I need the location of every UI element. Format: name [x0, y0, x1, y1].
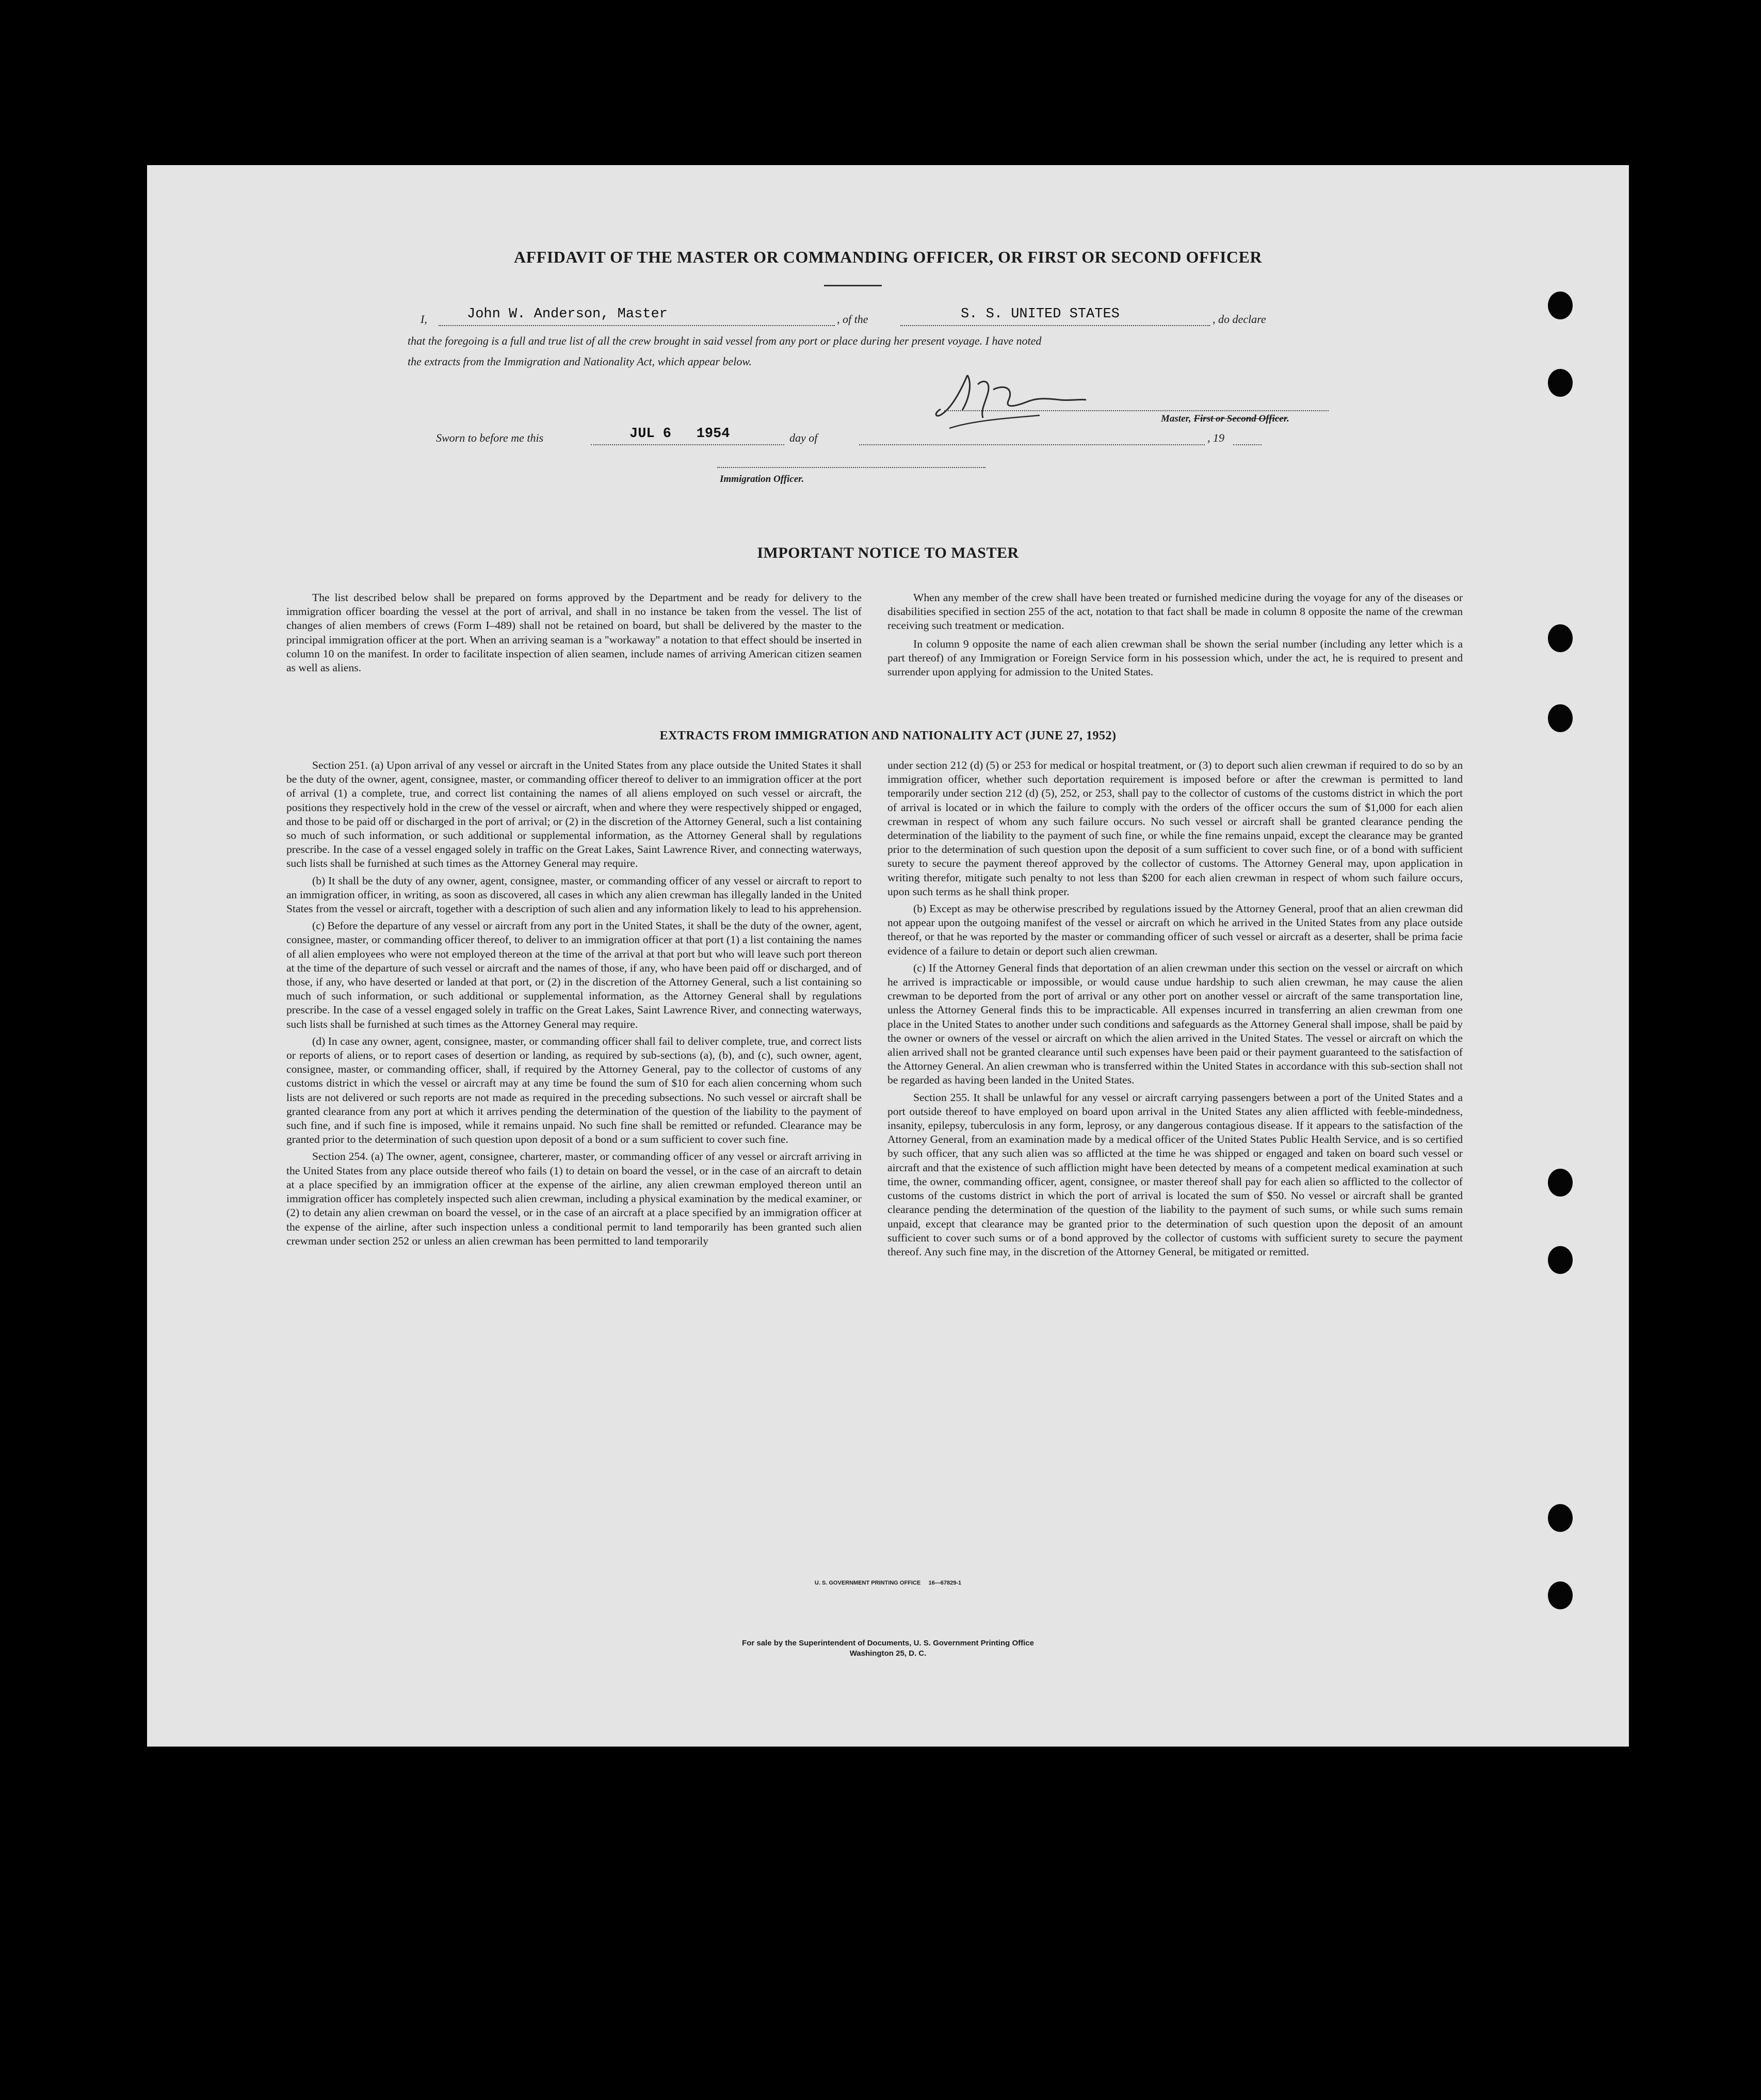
notice-right-paragraph-2: In column 9 opposite the name of each alien crewman shall be shown the serial number (including any letter which is a part thereof) of any Immigration or Foreign Service form in his possession which, under the act, he is required to present and surrender upon applying for admission to the United States. [887, 637, 1463, 679]
title-rule [824, 285, 882, 286]
section-251-c: (c) Before the departure of any vessel or aircraft from any port in the United States, it shall be the duty of the owner, agent, consignee, master, or commanding officer thereof, to deliver to an immigration officer at that port (1) a list containing the names of all alien employees who were not employed thereon at the time of the arrival at that port but who will leave such port thereon at the time of the departure of such vessel or aircraft and the names of those, if any, who have been paid off or discharged, and of those, if any, who have deserted or landed at that port, or (2) in the discretion of the Attorney General, such a list containing so much of such information, or such additional or supplemental information, as the Attorney General shall by regulations prescribe. In the case of a vessel engaged solely in traffic on the Great Lakes, Saint Lawrence River, and connecting waterways, such lists shall be furnished at such times as the Attorney General may require. [286, 919, 862, 1030]
do-declare-label: , do declare [1213, 313, 1266, 326]
section-251-d: (d) In case any owner, agent, consignee, master, or commanding officer shall fail to deliver complete, true, and correct lists or reports of aliens, or to report cases of desertion or landing, as required by sub-sections (a), (b), and (c), such owner, agent, consignee, master, or commanding officer, shall, if required by the Attorney General, pay to the collector of customs of any customs district in which the vessel or aircraft may at any time be found the sum of $10 for each alien concerning whom such lists are not delivered or such reports are not made as required in the preceding subsections. No such vessel or aircraft shall be granted clearance from any port at which it arrives pending the determination of the question of the liability to the payment of such fine, and if such fine is imposed, while it remains unpaid. No such fine shall be remitted or refunded. Clearance may be granted prior to the determination of such question upon deposit of a bond or a sum sufficient to cover such fine. [286, 1035, 862, 1146]
notice-right-column [887, 591, 1463, 680]
of-the-label: , of the [837, 313, 868, 326]
extracts-right-column [887, 758, 1463, 1259]
section-251-b: (b) It shall be the duty of any owner, agent, consignee, master, or commanding officer of any vessel or aircraft to report to an immigration officer, in writing, as soon as discovered, all cases in which any alien crewman has illegally landed in the United States from the vessel or aircraft, together with a description of such alien and any information likely to lead to his apprehension. [286, 874, 862, 915]
notice-left-column [286, 591, 862, 675]
binder-hole [1548, 369, 1573, 397]
affidavit-line-2: that the foregoing is a full and true list of all the crew brought in said vessel from any port or place during her present voyage. I have noted [408, 334, 1042, 347]
notice-right-paragraph-1: When any member of the crew shall have been treated or furnished medicine during the voyage for any of the diseases or disabilities specified in section 255 of the act, notation to that fact shall be made in column 8 opposite the name of the crewman receiving such treatment or medication. [887, 591, 1463, 632]
year-label: , 19 [1207, 431, 1224, 444]
form-page [147, 165, 1629, 1747]
signature-image [931, 369, 1117, 436]
affidavit-title: AFFIDAVIT OF THE MASTER OR COMMANDING OFFICER, OR FIRST OR SECOND OFFICER [514, 248, 1262, 266]
section-254-c: (c) If the Attorney General finds that deportation of an alien crewman under this section on the vessel or aircraft on which he arrived is impracticable or impossible, or would cause undue hardship to such alien crewman, he may cause the alien crewman to be deported from the port of arrival or any other port on another vessel or aircraft of the same transportation line, unless the Attorney General finds this to be impracticable. All expenses incurred in transferring an alien crewman from one place in the United States to another under such conditions and safeguards as the Attorney General shall impose, shall be paid by the owner or owners of the vessel or aircraft on which the alien arrived in the United States. The vessel or aircraft on which the alien arrived shall not be granted clearance until such expenses have been paid or their payment guaranteed to the satisfaction of the Attorney General. An alien crewman who is transferred within the United States in accordance with this sub-section shall not be regarded as having been landed in the United States. [887, 961, 1463, 1087]
affidavit-line-3: the extracts from the Immigration and Nationality Act, which appear below. [408, 355, 752, 368]
signature-caption [1161, 413, 1289, 425]
section-255: Section 255. It shall be unlawful for any vessel or aircraft carrying passengers between a port of the United States and a port outside thereof to have employed on board upon arrival in the United States any alien afflicted with feeble-mindedness, insanity, epilepsy, tuberculosis in any form, leprosy, or any dangerous contagious disease. If it appears to the satisfaction of the Attorney General, from an examination made by a medical officer of the United States Public Health Service, and is so certified by such officer, that any such alien was so afflicted at the time he was shipped or engaged and taken on board such vessel or aircraft and that the existence of such affliction might have been detected by means of a competent medical examination at such time, the owner, commanding officer, agent, consignee, or master thereof shall pay for each alien so afflicted to the collector of customs of the customs district in which the port of arrival is located the sum of $50. No vessel or aircraft shall be granted clearance pending the determination of the question of the liability to the payment of such sums, or while such sums remain unpaid, except that clearance may be granted prior to the determination of such question upon the deposit of an amount sufficient to cover such sums or of a bond approved by the collector of customs with sufficient surety to secure the payment thereof. Any such fine may, in the discretion of the Attorney General, be mitigated or remitted. [887, 1091, 1463, 1258]
binder-hole [1548, 1169, 1573, 1197]
section-254-b: (b) Except as may be otherwise prescribed by regulations issued by the Attorney General, proof that an alien crewman did not appear upon the outgoing manifest of the vessel or aircraft on which he arrived in the United States from any place outside thereof, or that he was reported by the master or commanding officer of such vessel or aircraft as a deserter, shall be prima facie evidence of a failure to detain or deport such alien crewman. [887, 902, 1463, 957]
sworn-date-field[interactable]: JUL 6 1954 [629, 426, 730, 442]
binder-hole [1548, 624, 1573, 652]
notice-left-paragraph: The list described below shall be prepared on forms approved by the Department and be ready for delivery to the immigration officer boarding the vessel at the port of arrival, and shall in no instance be taken from the vessel. The list of changes of alien members of crews (Form I–489) shall not be retained on board, but shall be delivered by the master to the principal immigration officer at the port. When an arriving seaman is a "workaway" a notation to that effect should be inserted in column 10 on the manifest. In order to facilitate inspection of alien seamen, include names of arriving American citizen seamen as well as aliens. [286, 591, 862, 674]
binder-hole [1548, 1246, 1573, 1274]
notice-heading: IMPORTANT NOTICE TO MASTER [757, 544, 1019, 561]
binder-hole [1548, 292, 1573, 319]
officer-line [717, 467, 985, 468]
day-of-label: day of [789, 431, 818, 444]
binder-hole [1548, 1504, 1573, 1532]
signature-line [944, 410, 1329, 411]
sale-notice [147, 1638, 1629, 1659]
section-254-a-continued: under section 212 (d) (5) or 253 for medical or hospital treatment, or (3) to deport such alien crewman if required to do so by an immigration officer, whether such deportation requirement is imposed before or after the crewman is permitted to land temporarily under section 212 (d) (5), 252, or 253, shall pay to the collector of customs of the customs district in which the port of arrival is located or in which the failure to comply with the orders of the officer occurs the sum of $1,000 for each alien crewman in respect of whom any such failure occurs. No such vessel or aircraft shall be granted clearance pending the determination of the liability to the payment of such fine, or while the fine remains unpaid, except the clearance may be granted prior to the determination of such question upon the deposit of a sum sufficient to cover such fine, or of a bond with sufficient surety to secure the payment thereof approved by the collector of customs. The Attorney General may, upon application in writing therefor, mitigate such penalty to not less than $200 for each alien crewman in respect of whom such failure occurs, upon such terms as he shall think proper. [887, 759, 1463, 898]
caption-end: . [1287, 413, 1289, 424]
officer-caption: Immigration Officer. [720, 474, 804, 484]
vessel-field[interactable]: S. S. UNITED STATES [961, 306, 1120, 322]
binder-hole [1548, 704, 1573, 732]
caption-struck: First or Second Officer [1193, 413, 1287, 424]
sale-line-1: For sale by the Superintendent of Documents, U. S. Government Printing Office [742, 1639, 1034, 1647]
printer-imprint: U. S. GOVERNMENT PRINTING OFFICE 16—67829-1 [814, 1580, 962, 1586]
caption-master: Master, [1161, 413, 1194, 424]
extracts-heading: EXTRACTS FROM IMMIGRATION AND NATIONALITY ACT (JUNE 27, 1952) [659, 729, 1117, 742]
section-254-a: Section 254. (a) The owner, agent, consignee, charterer, master, or commanding officer of any vessel or aircraft arriving in the United States from any place outside thereof who fails (1) to detain on board the vessel, or in the case of an aircraft to detain at a place specified by an immigration officer at the expense of the airline, any alien crewman employed thereon until an immigration officer has completely inspected such alien crewman, including a physical examination by the medical examiner, or (2) to detain any alien crewman on board the vessel, or in the case of an aircraft at a place specified by an immigration officer at the expense of the airline, after such inspection unless a conditional permit to land temporarily has been granted such alien crewman under section 252 or unless an alien crewman has been permitted to land temporarily [286, 1150, 862, 1247]
section-251-a: Section 251. (a) Upon arrival of any vessel or aircraft in the United States from any place outside the United States it shall be the duty of the owner, agent, consignee, master, or commanding officer thereof to deliver to an immigration officer at the port of arrival (1) a complete, true, and correct list containing the names of all aliens employed on such vessel or aircraft, the positions they respectively hold in the crew of the vessel or aircraft, when and where they were respectively shipped or engaged, and those to be paid off or discharged in the port of arrival; or (2) in the discretion of the Attorney General, such a list containing so much of such information, or such additional or supplemental information, as the Attorney General shall by regulations prescribe. In the case of a vessel engaged solely in traffic on the Great Lakes, Saint Lawrence River, and connecting waterways, such lists shall be furnished at such times as the Attorney General may require. [286, 759, 862, 870]
declarant-field[interactable]: John W. Anderson, Master [467, 306, 668, 322]
sworn-label: Sworn to before me this [436, 431, 544, 444]
lead-i: I, [421, 313, 427, 326]
sale-line-2: Washington 25, D. C. [849, 1649, 927, 1658]
extracts-left-column [286, 758, 862, 1249]
